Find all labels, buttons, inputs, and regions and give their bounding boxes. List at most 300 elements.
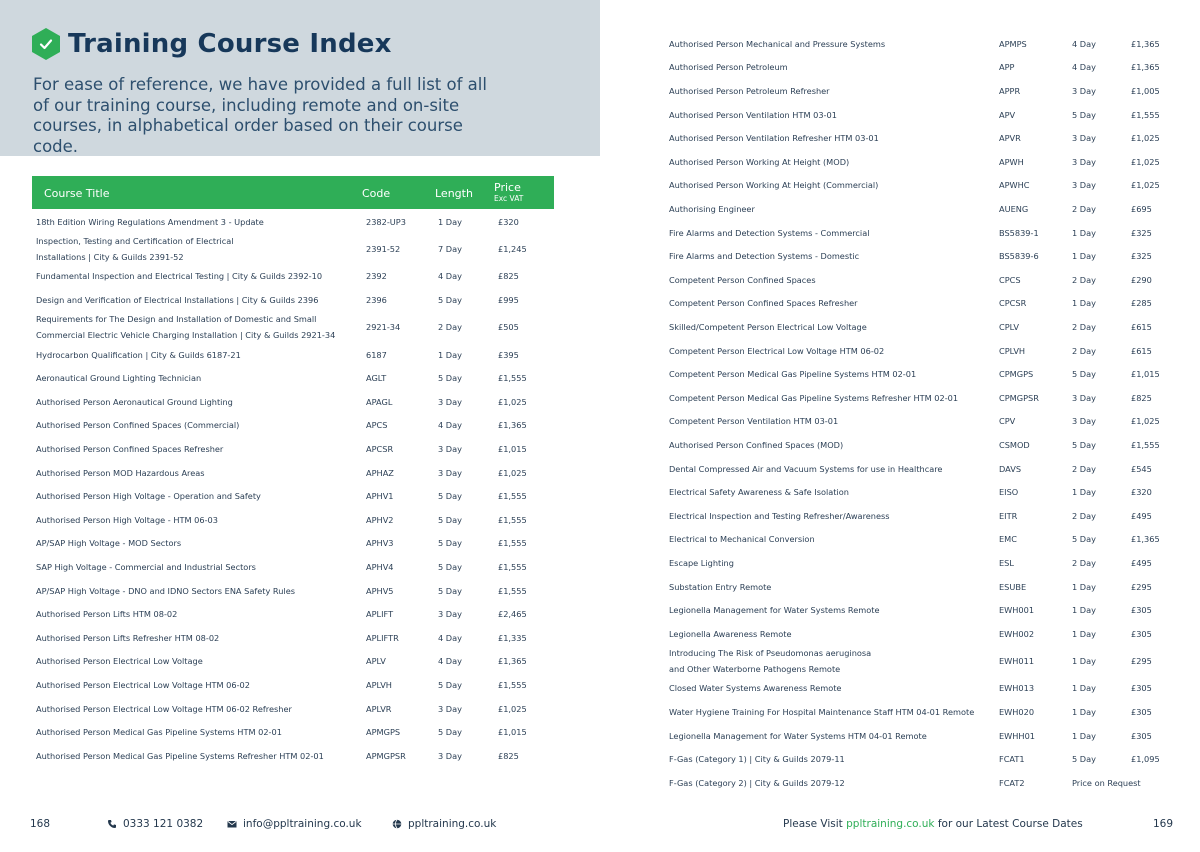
course-length: 5 Day	[1072, 534, 1096, 545]
course-code: APLVH	[366, 679, 392, 690]
footer-phone[interactable]	[107, 818, 203, 830]
column-header-price: Price	[494, 181, 521, 194]
course-length: 2 Day	[1072, 321, 1096, 332]
course-length: 2 Day	[438, 322, 462, 333]
course-length: 1 Day	[1072, 605, 1096, 616]
column-header-length: Length	[435, 187, 473, 200]
course-row	[669, 622, 1189, 646]
course-title: SAP High Voltage - Commercial and Industrial Sectors	[36, 561, 256, 572]
course-price: £1,015	[498, 443, 527, 454]
course-code: APHAZ	[366, 467, 394, 478]
course-price: £320	[1131, 487, 1152, 498]
course-code: AGLT	[366, 373, 387, 384]
course-code: FCAT1	[999, 754, 1025, 765]
course-title: Authorised Person Confined Spaces (MOD)	[669, 439, 844, 450]
course-price: £295	[1131, 581, 1152, 592]
course-code: BS5839-6	[999, 251, 1039, 262]
course-code: EWHH01	[999, 730, 1036, 741]
course-title: Authorised Person Electrical Low Voltage HTM 06-02 Refresher	[36, 703, 292, 714]
course-price: £1,015	[498, 727, 527, 738]
course-code: APMGPSR	[366, 750, 406, 761]
course-row	[36, 720, 556, 744]
course-price: £1,555	[498, 373, 527, 384]
course-price: £295	[1131, 656, 1152, 667]
course-code: EWH002	[999, 628, 1035, 639]
course-length: 2 Day	[1072, 557, 1096, 568]
course-title: Authorised Person Confined Spaces Refresher	[36, 443, 224, 454]
course-price: £695	[1131, 203, 1152, 214]
course-row	[669, 551, 1189, 575]
course-row	[669, 575, 1189, 599]
course-length: 2 Day	[1072, 345, 1096, 356]
course-code: EWH001	[999, 605, 1035, 616]
course-length: 4 Day	[1072, 38, 1096, 49]
course-title: Electrical Inspection and Testing Refresher/Awareness	[669, 510, 890, 521]
table-header	[32, 176, 554, 209]
course-length: Price on Request	[1072, 777, 1141, 788]
column-header-price-note: Exc VAT	[494, 194, 524, 203]
course-row	[669, 433, 1189, 457]
course-length: 1 Day	[1072, 227, 1096, 238]
course-title: Authorised Person Medical Gas Pipeline Systems Refresher HTM 02-01	[36, 750, 324, 761]
course-title: Legionella Management for Water Systems Remote	[669, 605, 880, 616]
course-row	[669, 747, 1189, 771]
left-page-number-text: 168	[30, 818, 51, 830]
course-code: APLV	[366, 656, 386, 667]
course-title: F-Gas (Category 1) | City & Guilds 2079-11	[669, 754, 845, 765]
course-price: £1,365	[1131, 62, 1160, 73]
course-price: £1,555	[498, 514, 527, 525]
course-title: Hydrocarbon Qualification | City & Guilds 6187-21	[36, 349, 241, 360]
course-code: CPMGPSR	[999, 392, 1039, 403]
course-price: £1,025	[1131, 133, 1160, 144]
course-price: £1,365	[498, 656, 527, 667]
course-price: £615	[1131, 345, 1152, 356]
course-title: Authorised Person MOD Hazardous Areas	[36, 467, 205, 478]
course-price: £1,015	[1131, 369, 1160, 380]
course-code: APHV1	[366, 491, 394, 502]
course-row	[669, 315, 1189, 339]
course-code: 2921-34	[366, 322, 401, 333]
course-title: Competent Person Medical Gas Pipeline Systems HTM 02-01	[669, 369, 917, 380]
course-code: 6187	[366, 349, 387, 360]
course-row	[669, 362, 1189, 386]
course-code: DAVS	[999, 463, 1022, 474]
course-row	[669, 126, 1189, 150]
course-title: Electrical Safety Awareness & Safe Isolation	[669, 487, 849, 498]
website-url: ppltraining.co.uk	[408, 818, 497, 830]
course-title: Fire Alarms and Detection Systems - Commercial	[669, 227, 870, 238]
course-price: £995	[498, 294, 519, 305]
course-length: 5 Day	[438, 585, 462, 596]
course-length: 3 Day	[438, 750, 462, 761]
course-row	[36, 673, 556, 697]
course-title: Water Hygiene Training For Hospital Maintenance Staff HTM 04-01 Remote	[669, 706, 975, 717]
course-title: Authorised Person Medical Gas Pipeline Systems HTM 02-01	[36, 727, 282, 738]
course-title: Authorised Person Working At Height (Commercial)	[669, 180, 879, 191]
course-length: 3 Day	[438, 467, 462, 478]
course-length: 4 Day	[438, 632, 462, 643]
course-price: £505	[498, 322, 519, 333]
course-code: EMC	[999, 534, 1017, 545]
course-code: AUENG	[999, 203, 1029, 214]
course-row	[669, 410, 1189, 434]
course-price: £285	[1131, 298, 1152, 309]
course-price: £1,365	[1131, 534, 1160, 545]
course-length: 5 Day	[1072, 439, 1096, 450]
course-price: £1,555	[498, 538, 527, 549]
course-row	[36, 532, 556, 556]
course-price: £290	[1131, 274, 1152, 285]
course-length: 1 Day	[1072, 487, 1096, 498]
course-price: £1,555	[498, 561, 527, 572]
course-code: APHV5	[366, 585, 394, 596]
course-title: Authorised Person Electrical Low Voltage HTM 06-02	[36, 679, 250, 690]
footer-visit-message	[783, 818, 1083, 830]
course-code: EWH011	[999, 656, 1035, 667]
course-row	[36, 579, 556, 603]
header-banner	[0, 0, 600, 156]
course-title: Electrical to Mechanical Conversion	[669, 534, 815, 545]
course-code: EWH013	[999, 683, 1035, 694]
course-title: Authorised Person Petroleum Refresher	[669, 85, 830, 96]
course-length: 1 Day	[1072, 656, 1096, 667]
title-block	[32, 28, 392, 60]
course-code: CPV	[999, 416, 1016, 427]
course-price: £325	[1131, 227, 1152, 238]
course-title: Inspection, Testing and Certification of Electrical Installations | City & Guilds 2391-52	[36, 236, 234, 263]
course-row	[669, 244, 1189, 268]
course-row	[36, 366, 556, 390]
course-row	[669, 339, 1189, 363]
course-title: Authorising Engineer	[669, 203, 755, 214]
course-length: 3 Day	[438, 443, 462, 454]
course-code: 2382-UP3	[366, 216, 406, 227]
course-row	[36, 555, 556, 579]
course-title: Authorised Person High Voltage - Operation and Safety	[36, 491, 261, 502]
course-row	[669, 771, 1189, 795]
course-title: Authorised Person Mechanical and Pressure Systems	[669, 38, 886, 49]
course-title: Competent Person Medical Gas Pipeline Systems Refresher HTM 02-01	[669, 392, 959, 403]
course-title: Design and Verification of Electrical Installations | City & Guilds 2396	[36, 294, 319, 305]
course-row	[36, 697, 556, 721]
course-row	[36, 626, 556, 650]
course-price: £305	[1131, 683, 1152, 694]
course-price: £1,095	[1131, 754, 1160, 765]
course-price: £305	[1131, 628, 1152, 639]
course-row	[36, 437, 556, 461]
course-row	[36, 265, 556, 289]
course-title: Skilled/Competent Person Electrical Low Voltage	[669, 321, 867, 332]
course-price: £495	[1131, 557, 1152, 568]
course-code: ESUBE	[999, 581, 1027, 592]
course-length: 3 Day	[1072, 156, 1096, 167]
course-length: 1 Day	[438, 349, 462, 360]
course-title: Closed Water Systems Awareness Remote	[669, 683, 842, 694]
course-price: £1,245	[498, 244, 527, 255]
course-price: £825	[1131, 392, 1152, 403]
course-price: £305	[1131, 730, 1152, 741]
course-length: 2 Day	[1072, 274, 1096, 285]
course-price: £1,025	[498, 396, 527, 407]
course-row	[36, 484, 556, 508]
course-length: 1 Day	[1072, 706, 1096, 717]
course-price: £1,025	[1131, 156, 1160, 167]
course-title: Authorised Person Working At Height (MOD)	[669, 156, 850, 167]
course-title: Authorised Person High Voltage - HTM 06-03	[36, 514, 218, 525]
course-row	[669, 221, 1189, 245]
course-price: £395	[498, 349, 519, 360]
course-price: £1,365	[1131, 38, 1160, 49]
course-length: 5 Day	[1072, 754, 1096, 765]
course-title: Fire Alarms and Detection Systems - Domestic	[669, 251, 860, 262]
course-title: Authorised Person Ventilation HTM 03-01	[669, 109, 837, 120]
course-title: Legionella Awareness Remote	[669, 628, 792, 639]
course-code: APMPS	[999, 38, 1027, 49]
course-code: APVR	[999, 133, 1021, 144]
course-code: APLIFT	[366, 609, 394, 620]
course-code: APWHC	[999, 180, 1030, 191]
course-code: APCSR	[366, 443, 394, 454]
course-price: £825	[498, 271, 519, 282]
course-length: 2 Day	[1072, 463, 1096, 474]
course-title: Authorised Person Electrical Low Voltage	[36, 656, 203, 667]
course-length: 5 Day	[438, 491, 462, 502]
course-price: £325	[1131, 251, 1152, 262]
course-length: 1 Day	[1072, 251, 1096, 262]
course-row	[36, 650, 556, 674]
course-row	[36, 234, 556, 265]
page-title: Training Course Index	[68, 29, 392, 59]
course-row	[669, 598, 1189, 622]
course-price: £1,005	[1131, 85, 1160, 96]
course-code: EITR	[999, 510, 1018, 521]
course-code: CPLV	[999, 321, 1019, 332]
course-code: APLIFTR	[366, 632, 399, 643]
phone-icon	[107, 819, 117, 829]
course-code: 2391-52	[366, 244, 401, 255]
course-price: £320	[498, 216, 519, 227]
course-row	[669, 386, 1189, 410]
course-price: £1,025	[1131, 416, 1160, 427]
course-title: Competent Person Ventilation HTM 03-01	[669, 416, 839, 427]
course-price: £1,025	[498, 703, 527, 714]
course-length: 1 Day	[1072, 628, 1096, 639]
course-price: £1,555	[498, 679, 527, 690]
course-title: Fundamental Inspection and Electrical Testing | City & Guilds 2392-10	[36, 271, 323, 282]
course-price: £1,335	[498, 632, 527, 643]
course-length: 3 Day	[438, 703, 462, 714]
course-price: £1,025	[1131, 180, 1160, 191]
course-length: 3 Day	[1072, 133, 1096, 144]
course-row	[36, 508, 556, 532]
course-title: Authorised Person Ventilation Refresher HTM 03-01	[669, 133, 879, 144]
course-row	[669, 268, 1189, 292]
course-length: 3 Day	[438, 609, 462, 620]
course-row	[669, 292, 1189, 316]
course-title: Authorised Person Lifts HTM 08-02	[36, 609, 178, 620]
footer-website[interactable]	[392, 818, 496, 830]
course-title: AP/SAP High Voltage - MOD Sectors	[36, 538, 182, 549]
intro-text: For ease of reference, we have provided a full list of all of our training course, including remote and on-site courses, in alphabetical order based on their course code.	[33, 75, 487, 156]
course-title: Escape Lighting	[669, 557, 734, 568]
course-code: CSMOD	[999, 439, 1030, 450]
course-code: APMGPS	[366, 727, 401, 738]
course-length: 1 Day	[1072, 581, 1096, 592]
course-code: BS5839-1	[999, 227, 1039, 238]
course-title: F-Gas (Category 2) | City & Guilds 2079-12	[669, 777, 845, 788]
course-code: FCAT2	[999, 777, 1025, 788]
course-length: 2 Day	[1072, 203, 1096, 214]
course-code: CPLVH	[999, 345, 1026, 356]
course-row	[669, 103, 1189, 127]
visit-prefix: Please Visit	[783, 818, 843, 830]
course-title: AP/SAP High Voltage - DNO and IDNO Sectors ENA Safety Rules	[36, 585, 296, 596]
course-length: 3 Day	[1072, 416, 1096, 427]
course-row	[36, 744, 556, 768]
course-code: CPCSR	[999, 298, 1027, 309]
course-row	[669, 32, 1189, 56]
course-price: £1,555	[498, 491, 527, 502]
course-price: £1,025	[498, 467, 527, 478]
course-code: CPMGPS	[999, 369, 1034, 380]
course-row	[669, 197, 1189, 221]
right-page-number	[1153, 818, 1173, 830]
course-price: £1,365	[498, 420, 527, 431]
course-code: APAGL	[366, 396, 393, 407]
course-row	[36, 288, 556, 312]
course-length: 5 Day	[438, 727, 462, 738]
course-code: APHV3	[366, 538, 394, 549]
visit-suffix: for our Latest Course Dates	[937, 818, 1083, 830]
course-title: Competent Person Confined Spaces Refresher	[669, 298, 858, 309]
visit-link[interactable]: ppltraining.co.uk	[846, 818, 935, 830]
course-title: Authorised Person Petroleum	[669, 62, 788, 73]
course-length: 3 Day	[438, 396, 462, 407]
course-row	[669, 724, 1189, 748]
course-title: Legionella Management for Water Systems HTM 04-01 Remote	[669, 730, 927, 741]
course-length: 5 Day	[438, 514, 462, 525]
course-length: 5 Day	[438, 679, 462, 690]
course-row	[669, 174, 1189, 198]
course-code: EWH020	[999, 706, 1035, 717]
course-code: APHV2	[366, 514, 394, 525]
course-row	[669, 528, 1189, 552]
right-page-number-text: 169	[1153, 818, 1174, 830]
course-row	[36, 343, 556, 367]
course-title: Competent Person Confined Spaces	[669, 274, 816, 285]
column-header-code: Code	[362, 187, 391, 200]
course-code: EISO	[999, 487, 1019, 498]
course-length: 4 Day	[1072, 62, 1096, 73]
course-price: £825	[498, 750, 519, 761]
footer-email[interactable]	[227, 818, 362, 830]
course-length: 5 Day	[438, 538, 462, 549]
course-price: £1,555	[498, 585, 527, 596]
course-length: 1 Day	[1072, 730, 1096, 741]
course-row	[36, 390, 556, 414]
course-length: 5 Day	[1072, 369, 1096, 380]
course-length: 3 Day	[1072, 180, 1096, 191]
course-row	[669, 700, 1189, 724]
course-row	[669, 677, 1189, 701]
course-length: 5 Day	[438, 294, 462, 305]
course-title: Introducing The Risk of Pseudomonas aeruginosa and Other Waterborne Pathogens Remote	[669, 648, 872, 675]
course-code: ESL	[999, 557, 1014, 568]
course-length: 1 Day	[1072, 298, 1096, 309]
course-row	[669, 480, 1189, 504]
course-title: Requirements for The Design and Installation of Domestic and Small Commercial Electric Vehicle Charging Installation | City & Guilds 2921-34	[36, 314, 336, 341]
course-code: APWH	[999, 156, 1024, 167]
course-code: APLVR	[366, 703, 392, 714]
course-price: £615	[1131, 321, 1152, 332]
course-price: £1,555	[1131, 439, 1160, 450]
course-code: 2392	[366, 271, 387, 282]
course-row	[36, 210, 556, 234]
course-row	[669, 646, 1189, 677]
column-header-title: Course Title	[44, 187, 110, 200]
course-code: APCS	[366, 420, 388, 431]
course-code: CPCS	[999, 274, 1021, 285]
course-row	[669, 504, 1189, 528]
course-code: APHV4	[366, 561, 394, 572]
globe-icon	[392, 819, 402, 829]
course-length: 5 Day	[438, 373, 462, 384]
course-title: Substation Entry Remote	[669, 581, 772, 592]
course-row	[36, 312, 556, 343]
course-length: 5 Day	[438, 561, 462, 572]
course-title: 18th Edition Wiring Regulations Amendment 3 - Update	[36, 216, 264, 227]
email-icon	[227, 819, 237, 829]
course-row	[669, 150, 1189, 174]
hexagon-check-icon	[32, 28, 60, 60]
course-length: 7 Day	[438, 244, 462, 255]
course-length: 4 Day	[438, 271, 462, 282]
course-code: APP	[999, 62, 1015, 73]
course-title: Aeronautical Ground Lighting Technician	[36, 373, 202, 384]
email-address: info@ppltraining.co.uk	[243, 818, 362, 830]
course-row	[669, 79, 1189, 103]
course-row	[669, 457, 1189, 481]
course-row	[36, 414, 556, 438]
course-code: APPR	[999, 85, 1021, 96]
course-code: 2396	[366, 294, 387, 305]
left-page-number	[30, 818, 50, 830]
course-title: Authorised Person Confined Spaces (Commercial)	[36, 420, 240, 431]
course-price: £305	[1131, 706, 1152, 717]
course-length: 5 Day	[1072, 109, 1096, 120]
course-length: 4 Day	[438, 420, 462, 431]
course-title: Competent Person Electrical Low Voltage HTM 06-02	[669, 345, 885, 356]
course-code: APV	[999, 109, 1016, 120]
course-price: £495	[1131, 510, 1152, 521]
phone-number: 0333 121 0382	[123, 818, 204, 830]
course-length: 3 Day	[1072, 392, 1096, 403]
course-title: Dental Compressed Air and Vacuum Systems for use in Healthcare	[669, 463, 943, 474]
course-price: £2,465	[498, 609, 527, 620]
course-title: Authorised Person Lifts Refresher HTM 08-02	[36, 632, 220, 643]
course-length: 1 Day	[438, 216, 462, 227]
course-title: Authorised Person Aeronautical Ground Lighting	[36, 396, 233, 407]
course-length: 2 Day	[1072, 510, 1096, 521]
course-price: £1,555	[1131, 109, 1160, 120]
course-price: £305	[1131, 605, 1152, 616]
course-row	[36, 602, 556, 626]
course-length: 1 Day	[1072, 683, 1096, 694]
course-row	[669, 56, 1189, 80]
course-length: 3 Day	[1072, 85, 1096, 96]
course-row	[36, 461, 556, 485]
